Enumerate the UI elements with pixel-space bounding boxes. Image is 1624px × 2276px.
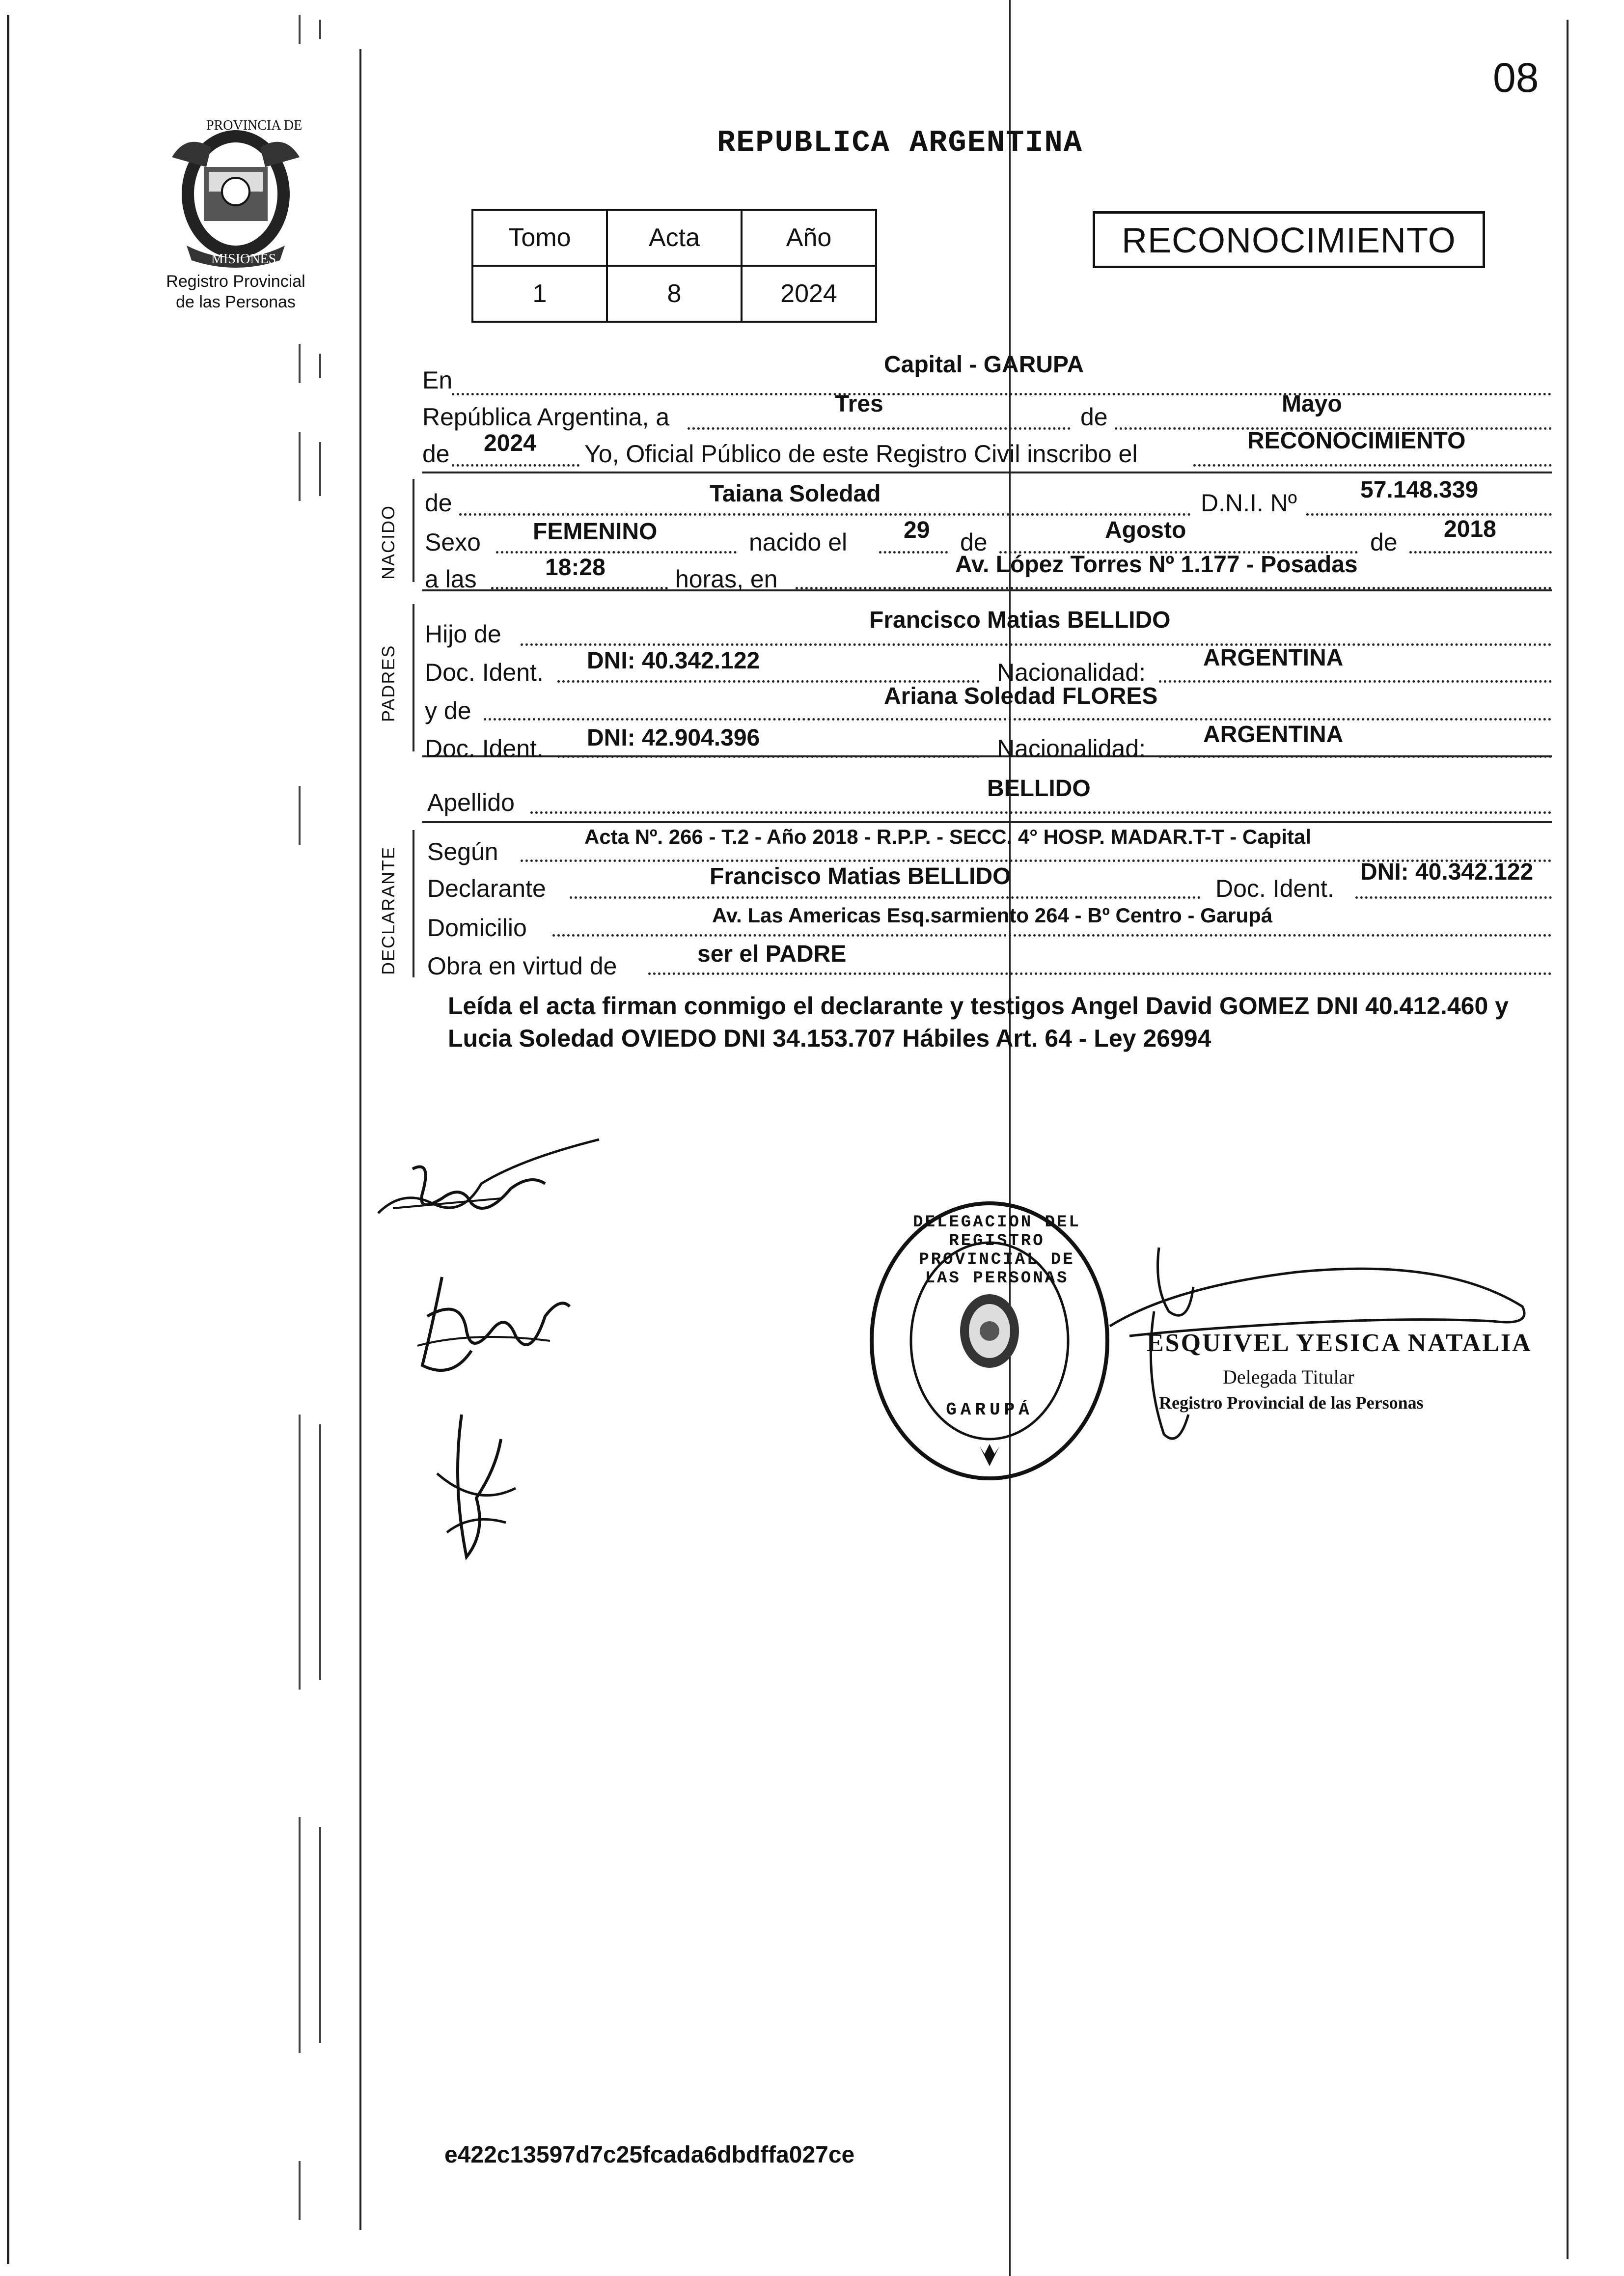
section-divider <box>422 472 1552 473</box>
dotted-line <box>1193 464 1552 467</box>
padres-section-label: PADRES <box>378 644 398 722</box>
dotted-line <box>688 427 1071 430</box>
dotted-line <box>491 587 668 589</box>
document-hash: e422c13597d7c25fcada6dbdffa027ce <box>444 2142 855 2168</box>
declarante-doc-value: DNI: 40.342.122 <box>1360 859 1534 885</box>
declarante-section-label: DECLARANTE <box>378 846 398 975</box>
mother-nac-label: Nacionalidad: <box>997 735 1146 762</box>
table-header-tomo: Tomo <box>472 210 607 266</box>
dotted-line <box>1306 513 1552 516</box>
nacido-de2-label: de <box>960 528 988 556</box>
year-value: 2024 <box>484 430 536 456</box>
en-label: En <box>422 366 453 394</box>
obra-value: ser el PADRE <box>697 941 847 967</box>
margin-dash <box>299 432 301 501</box>
de-label: de <box>1080 403 1108 431</box>
witness-signature-2 <box>413 1267 579 1385</box>
table-header-ano: Año <box>742 210 876 266</box>
dotted-line <box>648 972 1552 975</box>
declarante-doc-label: Doc. Ident. <box>1215 875 1334 902</box>
dotted-line <box>1159 755 1552 758</box>
father-doc-value: DNI: 40.342.122 <box>587 648 760 674</box>
dni-label: D.N.I. Nº <box>1201 489 1297 517</box>
sexo-label: Sexo <box>425 528 481 556</box>
dotted-line <box>570 896 1201 899</box>
logo-caption <box>152 271 319 312</box>
record-type-box: RECONOCIMIENTO <box>1093 211 1485 268</box>
official-office: Registro Provincial de las Personas <box>1159 1393 1424 1413</box>
mother-doc-label: Doc. Ident. <box>425 735 544 762</box>
logo-caption-line1: Registro Provincial <box>166 272 305 291</box>
nacido-section-label: NACIDO <box>378 504 398 580</box>
declarante-label: Declarante <box>427 875 546 902</box>
day-value: Tres <box>835 391 883 417</box>
margin-dash <box>319 442 321 496</box>
child-dni-value: 57.148.339 <box>1360 477 1479 503</box>
margin-dash <box>299 15 301 44</box>
apellido-label: Apellido <box>427 789 515 816</box>
month-value: Mayo <box>1282 391 1342 417</box>
padres-bar <box>413 604 414 751</box>
dotted-line <box>552 934 1552 937</box>
nacido-el-label: nacido el <box>749 528 848 556</box>
record-table <box>471 209 877 323</box>
domicilio-value: Av. Las Americas Esq.sarmiento 264 - Bº Centro - Garupá <box>712 904 1273 927</box>
section-divider <box>422 821 1552 823</box>
yo-text: Yo, Oficial Público de este Registro Civil inscribo el <box>584 440 1138 468</box>
dotted-line <box>530 811 1552 814</box>
table-value-tomo: 1 <box>472 266 607 322</box>
birth-year-value: 2018 <box>1444 516 1496 542</box>
margin-dash <box>319 1827 321 2043</box>
nacido-de3-label: de <box>1370 528 1398 556</box>
margin-dash <box>319 354 321 378</box>
nacido-de-label: de <box>425 489 452 517</box>
dotted-line <box>557 755 980 758</box>
margin-line <box>359 49 361 2230</box>
margin-dash <box>299 1415 301 1690</box>
mother-nac-value: ARGENTINA <box>1203 722 1344 748</box>
table-header-acta: Acta <box>607 210 742 266</box>
segun-label: Según <box>427 838 498 865</box>
margin-dash <box>299 344 301 383</box>
birth-place-value: Av. López Torres Nº 1.177 - Posadas <box>955 552 1358 578</box>
closing-note: Leída el acta firman conmigo el declarante y testigos Angel David GOMEZ DNI 40.412.460 y Lucia Soledad OVIEDO DNI 34.153.707 Hábiles Art. 64 - Ley 26994 <box>448 992 1509 1052</box>
republica-label: República Argentina, a <box>422 403 670 431</box>
dotted-line <box>496 551 737 554</box>
father-doc-label: Doc. Ident. <box>425 659 544 686</box>
document-title: REPUBLICA ARGENTINA <box>717 125 1083 160</box>
hora-value: 18:28 <box>545 555 606 581</box>
section-divider <box>422 589 1552 591</box>
dotted-line <box>521 643 1552 646</box>
official-role: Delegada Titular <box>1223 1366 1354 1388</box>
declarante-bar <box>413 830 414 977</box>
margin-dash <box>299 786 301 845</box>
dotted-line <box>1355 896 1552 899</box>
father-nac-label: Nacionalidad: <box>997 659 1146 686</box>
logo-caption-line2: de las Personas <box>176 293 296 311</box>
father-name-value: Francisco Matias BELLIDO <box>869 607 1171 633</box>
province-emblem-logo <box>157 113 314 270</box>
mother-name-value: Ariana Soledad FLORES <box>884 683 1158 709</box>
horas-label: horas, en <box>675 565 778 593</box>
dotted-line <box>452 464 579 467</box>
binding-edge-line <box>7 15 9 2264</box>
dotted-line <box>1159 680 1552 683</box>
margin-dash <box>319 1424 321 1680</box>
y-de-label: y de <box>425 697 471 724</box>
scan-fold-line <box>1009 0 1011 2276</box>
dotted-line <box>484 718 1552 721</box>
table-value-ano: 2024 <box>742 266 876 322</box>
logo-top-text: PROVINCIA DE <box>206 118 303 133</box>
margin-dash <box>319 20 321 39</box>
domicilio-label: Domicilio <box>427 914 527 942</box>
hijo-de-label: Hijo de <box>425 620 501 648</box>
official-name: ESQUIVEL YESICA NATALIA <box>1147 1329 1532 1357</box>
segun-value: Acta Nº. 266 - T.2 - Año 2018 - R.P.P. - SECC. 4° HOSP. MADAR.T-T - Capital <box>584 825 1311 848</box>
obra-label: Obra en virtud de <box>427 952 617 980</box>
de2-label: de <box>422 440 450 468</box>
mother-doc-value: DNI: 42.904.396 <box>587 725 760 751</box>
father-nac-value: ARGENTINA <box>1203 645 1344 671</box>
table-value-acta: 8 <box>607 266 742 322</box>
dotted-line <box>452 393 1552 395</box>
witness-signature-1 <box>373 1130 604 1238</box>
nacido-bar <box>413 479 414 582</box>
inscribe-value: RECONOCIMIENTO <box>1247 428 1466 454</box>
hora-label: a las <box>425 565 477 593</box>
margin-dash <box>299 2161 301 2220</box>
declarante-value: Francisco Matias BELLIDO <box>710 863 1011 889</box>
seal-ring-text: DELEGACION DEL REGISTRO PROVINCIAL DE LAS PERSONAS <box>913 1213 1081 1288</box>
dotted-line <box>459 513 1191 516</box>
dotted-line <box>879 551 948 554</box>
margin-dash <box>299 1817 301 2053</box>
right-border-line <box>1567 20 1569 2259</box>
declarant-signature <box>427 1410 525 1572</box>
page-number: 08 <box>1493 55 1539 101</box>
sexo-value: FEMENINO <box>533 519 658 545</box>
en-value: Capital - GARUPA <box>884 352 1084 378</box>
logo-bottom-text: MISIONES <box>211 251 276 267</box>
dotted-line <box>1409 551 1552 554</box>
dotted-line <box>796 587 1552 589</box>
apellido-value: BELLIDO <box>987 776 1091 802</box>
seal-bottom-text: GARUPÁ <box>946 1400 1033 1420</box>
official-seal-stamp <box>867 1198 1112 1483</box>
child-name-value: Taiana Soledad <box>710 481 881 507</box>
birth-day-value: 29 <box>904 517 930 543</box>
birth-month-value: Agosto <box>1105 517 1186 543</box>
